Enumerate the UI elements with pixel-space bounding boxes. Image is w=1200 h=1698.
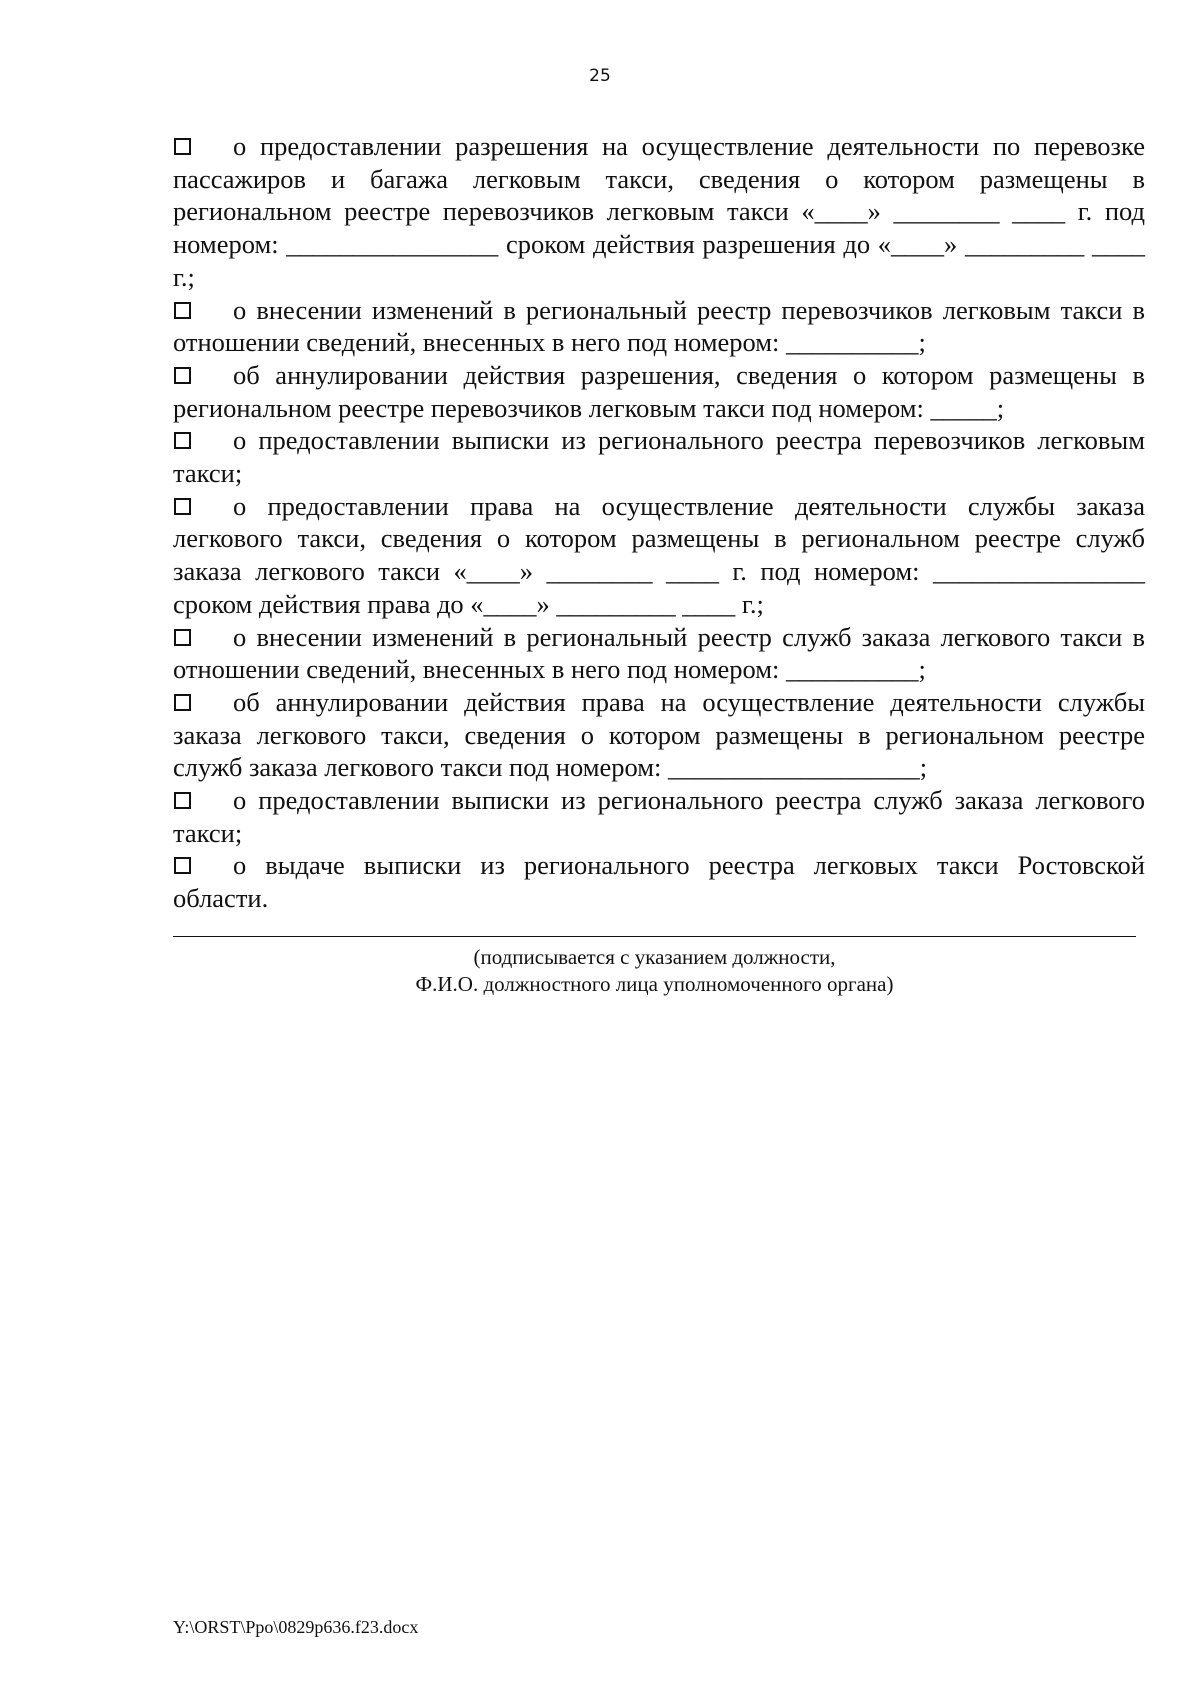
checkbox-icon[interactable] — [174, 138, 191, 155]
page-number: 25 — [589, 66, 611, 86]
list-item — [173, 424, 1145, 489]
item-text: о внесении изменений в региональный реестр перевозчиков легковым такси в отношении сведений, внесенных в него под номером: __________; — [173, 294, 1145, 358]
checkbox-icon[interactable] — [174, 432, 191, 449]
checkbox-icon[interactable] — [174, 792, 191, 809]
checkbox-icon[interactable] — [174, 302, 191, 319]
checkbox-icon[interactable] — [174, 367, 191, 384]
list-item — [173, 130, 1145, 294]
list-item — [173, 621, 1145, 686]
list-item — [173, 294, 1145, 359]
item-text: об аннулировании действия права на осуществление деятельности службы заказа легкового такси, сведения о котором размещены в региональном реестре служб заказа легкового такси под номером: ___________________; — [173, 686, 1145, 783]
signature-line — [173, 936, 1136, 937]
list-item — [173, 686, 1145, 784]
signature-caption-line2: Ф.И.О. должностного лица уполномоченного органа) — [415, 972, 894, 996]
list-item — [173, 359, 1145, 424]
signature-caption — [173, 944, 1136, 998]
checkbox-icon[interactable] — [174, 694, 191, 711]
signature-caption-line1: (подписывается с указанием должности, — [473, 945, 836, 969]
item-text: об аннулировании действия разрешения, сведения о котором размещены в региональном реестре перевозчиков легковым такси под номером: _____; — [173, 359, 1145, 423]
item-text: о выдаче выписки из регионального реестра легковых такси Ростовской области. — [173, 850, 1145, 914]
options-list — [173, 130, 1145, 915]
item-text: о внесении изменений в региональный реестр служб заказа легкового такси в отношении сведений, внесенных в него под номером: __________; — [173, 621, 1145, 685]
item-text: о предоставлении разрешения на осуществление деятельности по перевозке пассажиров и багажа легковым такси, сведения о котором размещены в региональном реестре перевозчиков легковым такси «____» ________ ____ г. под номером: ________________ сроком действия разрешения до «____» _________ ____ г.; — [173, 131, 1145, 292]
checkbox-icon[interactable] — [174, 629, 191, 646]
item-text: о предоставлении права на осуществление деятельности службы заказа легкового такси, сведения о котором размещены в региональном реестре служб заказа легкового такси «____» ________ ____ г. под номером: ________________ сроком действия права до «____» _________ ____ г.; — [173, 490, 1145, 619]
item-text: о предоставлении выписки из регионального реестра служб заказа легкового такси; — [173, 785, 1145, 848]
list-item — [173, 490, 1145, 621]
list-item — [173, 849, 1145, 914]
checkbox-icon[interactable] — [174, 498, 191, 515]
checkbox-icon[interactable] — [174, 857, 191, 874]
file-path: Y:\ORST\Ppo\0829p636.f23.docx — [173, 1617, 419, 1637]
item-text: о предоставлении выписки из регионального реестра перевозчиков легковым такси; — [173, 425, 1145, 489]
list-item — [173, 784, 1145, 849]
